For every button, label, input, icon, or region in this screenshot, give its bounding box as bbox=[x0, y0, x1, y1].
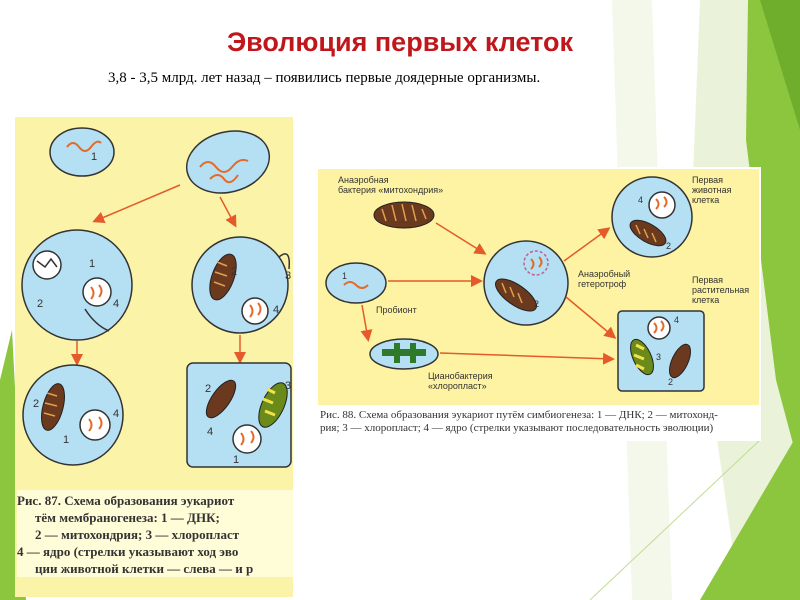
num-label: 1 bbox=[63, 434, 70, 446]
dividing-cell bbox=[180, 122, 277, 202]
num-label: 2 bbox=[205, 383, 212, 395]
label-cyanobacteria: Цианобактерия bbox=[428, 371, 493, 381]
label-first-animal-cell: Первая bbox=[692, 175, 724, 185]
probiont-cell bbox=[326, 263, 386, 303]
num-label: 1 bbox=[342, 271, 348, 281]
eukaryote-cell bbox=[192, 237, 288, 333]
num-label: 3 bbox=[656, 352, 662, 362]
num-label: 4 bbox=[638, 195, 644, 205]
num-label: 4 bbox=[113, 298, 120, 310]
num-label: 1 bbox=[233, 454, 240, 466]
num-label: 2 bbox=[668, 377, 674, 387]
figure-87-caption bbox=[17, 490, 293, 577]
label-probiont: Пробионт bbox=[376, 305, 417, 315]
label-first-animal-cell: клетка bbox=[692, 195, 720, 205]
label-cyanobacteria: «хлоропласт» bbox=[428, 381, 487, 391]
figure-88-caption bbox=[320, 409, 758, 435]
nucleus bbox=[80, 410, 110, 440]
animal-cell bbox=[23, 365, 123, 465]
nucleus bbox=[649, 192, 675, 218]
caption-line: ции животной клетки — слева — и р bbox=[35, 561, 254, 576]
num-label: 3 bbox=[285, 270, 292, 282]
nucleus bbox=[242, 298, 268, 324]
label-anaerobic-heterotroph: гетеротроф bbox=[578, 279, 627, 289]
num-label: 2 bbox=[231, 266, 238, 278]
fig88-diagram bbox=[316, 167, 761, 407]
label-first-plant-cell: Первая bbox=[692, 275, 724, 285]
evolution-arrow bbox=[95, 185, 180, 221]
slide-title: Эволюция первых клеток bbox=[226, 27, 574, 57]
num-label: 4 bbox=[113, 408, 120, 420]
label-first-plant-cell: клетка bbox=[692, 295, 720, 305]
membranogenesis-cell bbox=[22, 230, 132, 340]
label-anaerobic-bacteria: бактерия «митохондрия» bbox=[338, 185, 444, 195]
num-label: 1 bbox=[89, 258, 96, 270]
num-label: 1 bbox=[91, 151, 98, 163]
caption-line: 2 — митохондрия; 3 — хлоропласт bbox=[35, 527, 240, 542]
caption-line: 4 — ядро (стрелки указывают ход эво bbox=[17, 544, 239, 559]
figure-88 bbox=[316, 167, 761, 441]
num-label: 2 bbox=[37, 298, 44, 310]
label-first-plant-cell: растительная bbox=[692, 285, 750, 295]
prokaryote-cell bbox=[50, 128, 114, 176]
label-first-animal-cell: животная bbox=[692, 185, 732, 195]
slide-subtitle: 3,8 - 3,5 млрд. лет назад – появились первые доядерные организмы. bbox=[108, 70, 541, 86]
num-label: 3 bbox=[285, 380, 292, 392]
label-anaerobic-heterotroph: Анаэробный bbox=[578, 269, 631, 279]
nucleus-forming bbox=[83, 278, 111, 306]
nucleus bbox=[648, 317, 670, 339]
nucleus bbox=[233, 425, 261, 453]
num-label: 4 bbox=[273, 304, 280, 316]
evolution-arrow bbox=[220, 197, 235, 225]
label-anaerobic-bacteria: Анаэробная bbox=[338, 175, 389, 185]
thylakoid bbox=[382, 349, 426, 356]
num-label: 2 bbox=[534, 299, 540, 309]
num-label: 2 bbox=[33, 398, 40, 410]
caption-line: Рис. 88. Схема образования эукариот путём симбиогенеза: 1 — ДНК; 2 — митохонд- bbox=[320, 409, 718, 421]
num-label: 4 bbox=[674, 315, 680, 325]
caption-line: тём мембраногенеза: 1 — ДНК; bbox=[35, 510, 220, 525]
caption-line: Рис. 87. Схема образования эукариот bbox=[17, 493, 235, 508]
num-label: 4 bbox=[207, 426, 214, 438]
caption-line: рия; 3 — хлоропласт; 4 — ядро (стрелки указывают последовательность эволюции) bbox=[320, 422, 714, 434]
num-label: 2 bbox=[666, 241, 672, 251]
figure-87 bbox=[15, 117, 293, 597]
